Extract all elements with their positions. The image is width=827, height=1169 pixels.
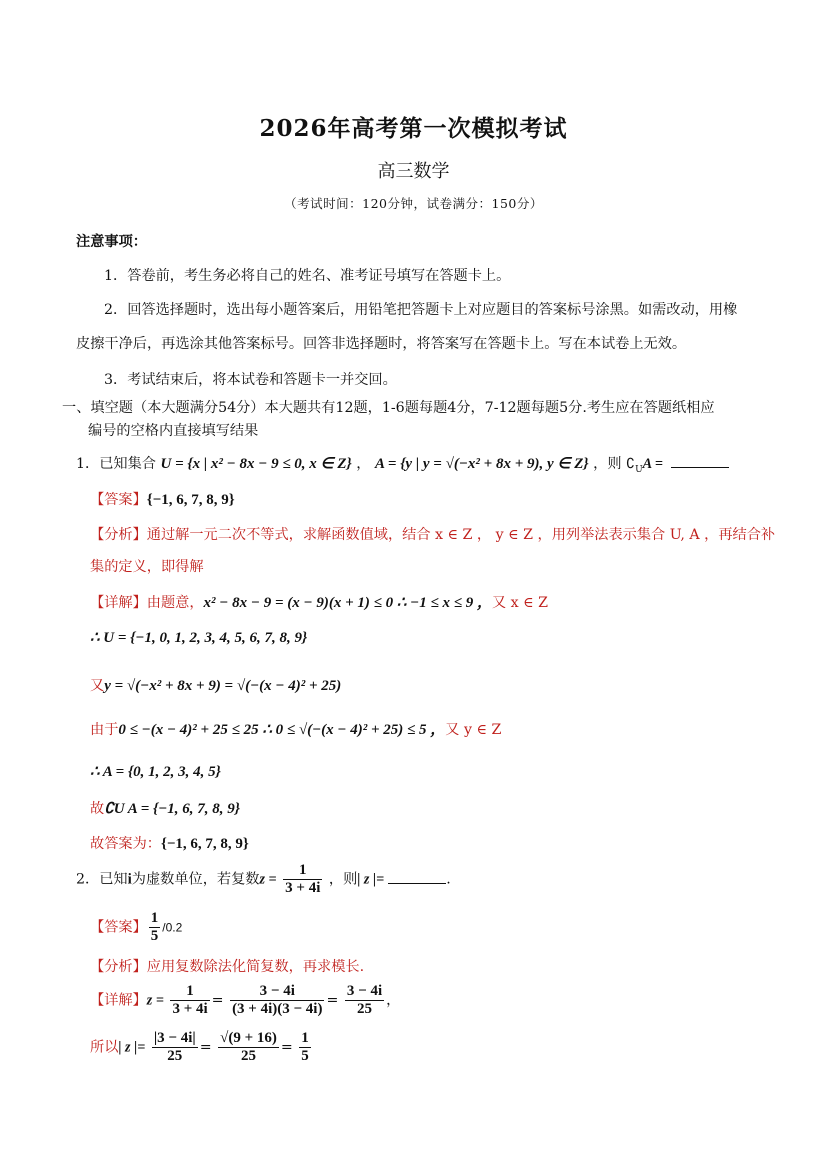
q1-detail-7-text: 故答案为： [90, 836, 161, 852]
q2-detail-2-frac-3: $\frac{1}{5}$ [301, 1030, 309, 1064]
q1-analysis-line-1 [90, 524, 775, 544]
q1-detail-line-5: ∴ A = {0, 1, 2, 3, 4, 5} [90, 764, 221, 780]
q2-suffix: ，则 [328, 871, 358, 888]
q1-detail-line-3 [90, 675, 341, 695]
q1-detail-7-math: {−1, 6, 7, 8, 9} [160, 836, 249, 852]
q2-detail-tail: ， [386, 992, 401, 1009]
q1-detail-tag: 【详解】 [90, 595, 147, 611]
q1-detail-3-math: y = √(−x² + 8x + 9) = √(−(x − 4)² + 25) [104, 678, 342, 694]
q2-analysis-line [90, 956, 364, 976]
q2-detail-2-prefix: 所以 [90, 1039, 119, 1056]
exam-meta: （考试时间：120分钟，试卷满分：150分） [284, 196, 543, 211]
notice-item-1: 1．答卷前，考生务必将自己的姓名、准考证号填写在答题卡上。 [104, 268, 511, 284]
q2-answer-fraction: $\frac{1}{5}$ [150, 910, 159, 944]
q1-detail-1-text: 由题意， [146, 595, 204, 611]
exam-subtitle: 高三数学 [377, 161, 450, 182]
q1-detail-1-math: x² − 8x − 9 = (x − 9)(x + 1) ≤ 0 ∴ −1 ≤ x ≤ 9 ， [203, 595, 492, 611]
section-heading-line-2: 编号的空格内直接填写结果 [88, 423, 259, 439]
q1-suffix: ，则 ∁ [593, 456, 636, 472]
q1-detail-3-text: 又 [90, 678, 105, 694]
question-1-stem: 1．已知集合 U = {x | x² − 8x − 9 ≤ 0, x ∈ Z} ， A = {y | y = √(−x² + 8x + 9), y ∈ Z} ，则 $∁_UA$ = [76, 453, 729, 475]
q1-analysis-line-2: 集的定义，即得解 [90, 559, 204, 575]
q1-set-u: U = {x | x² − 8x − 9 ≤ 0, x ∈ Z} [160, 456, 352, 472]
q2-detail-line-1: 【详解】z = $\frac{1}{3 + 4i}$ = $\frac{3 - 4i}{(3 + 4i)(3 - 4i)}$ = $\frac{3 - 4i}{25}$ ， [90, 983, 401, 1017]
q2-detail-2-frac-2: $\frac{√(9 + 16)}{25}$ [220, 1030, 277, 1064]
q2-abs: | z |= [357, 871, 385, 888]
notice-item-2-line-1: 2．回答选择题时，选出每小题答案后，用铅笔把答题卡上对应题目的答案标号涂黑。如需改动，用橡 [104, 302, 738, 318]
q1-answer: {−1, 6, 7, 8, 9} [146, 492, 235, 508]
q1-detail-6-math: ∁U A = {−1, 6, 7, 8, 9} [104, 801, 241, 817]
q2-detail-frac-2: $\frac{3 - 4i}{(3 + 4i)(3 - 4i)}$ [232, 983, 323, 1017]
q1-answer-blank [671, 455, 729, 468]
q1-detail-line-4 [90, 718, 501, 739]
q1-suffix-2: A = [642, 456, 663, 472]
section-heading-line-1: 一、填空题（本大题满分54分）本大题共有12题，1-6题每题4分，7-12题每题5分.考生应在答题纸相应 [62, 400, 715, 416]
q1-detail-line-1 [90, 591, 548, 612]
notice-item-2-line-2: 皮擦干净后，再选涂其他答案标号。回答非选择题时，将答案写在答题卡上。写在本试卷上无效。 [76, 336, 687, 352]
notice-heading: 注意事项： [76, 234, 147, 250]
q2-answer-alt: /0.2 [162, 920, 183, 935]
q2-prefix: 2．已知 [76, 871, 128, 888]
q1-detail-6-text: 故 [90, 801, 105, 817]
q1-detail-4-tail: 又 y ∈ Z [445, 722, 502, 738]
question-2-stem [76, 862, 451, 897]
q2-detail-frac-3: $\frac{3 - 4i}{25}$ [346, 983, 383, 1017]
q2-analysis-tag: 【分析】 [90, 959, 147, 975]
q2-end: . [446, 871, 451, 888]
q2-analysis-text: 应用复数除法化简复数，再求模长. [146, 959, 365, 975]
exam-title: 2026年高考第一次模拟考试 [259, 115, 568, 142]
q2-mid: 为虚数单位，若复数 [131, 871, 260, 888]
q1-detail-line-2: ∴ U = {−1, 0, 1, 2, 3, 4, 5, 6, 7, 8, 9} [90, 630, 308, 646]
q2-detail-2-abs: | z |= [118, 1039, 146, 1056]
q2-answer-tag: 【答案】 [90, 919, 147, 936]
q2-detail-tag: 【详解】 [90, 992, 147, 1009]
q2-i: i [127, 871, 132, 888]
q1-detail-line-6 [90, 798, 240, 818]
q2-detail-z: z = [146, 992, 164, 1009]
q1-detail-line-7 [90, 833, 249, 853]
q2-detail-line-2: 所以| z |= $\frac{|3 - 4i|}{25}$ = $\frac{√(9 + 16)}{25}$ = $\frac{1}{5}$ [90, 1030, 309, 1064]
q2-answer-line [90, 910, 182, 945]
q1-detail-4-text: 由于 [90, 722, 119, 738]
q1-analysis-tag: 【分析】 [90, 527, 147, 543]
q2-detail-frac-1: $\frac{1}{3 + 4i}$ [172, 983, 208, 1017]
q1-answer-line [90, 489, 235, 509]
notice-item-3: 3．考试结束后，将本试卷和答题卡一并交回。 [104, 372, 397, 388]
q1-detail-4-math: 0 ≤ −(x − 4)² + 25 ≤ 25 ∴ 0 ≤ √(−(x − 4)² + 25) ≤ 5 ， [118, 722, 446, 738]
q2-stem-fraction: $\frac{1}{3 + 4i}$ [285, 862, 321, 896]
q1-answer-tag: 【答案】 [90, 492, 147, 508]
q1-detail-1-tail: 又 x ∈ Z [491, 595, 549, 611]
q2-z: z = [259, 871, 277, 888]
q1-analysis-text-1: 通过解一元二次不等式，求解函数值域，结合 x ∈ Z ， y ∈ Z ，用列举法表示集合 U, A ，再结合补 [146, 527, 776, 543]
q1-comma: ， [356, 456, 371, 472]
q2-answer-blank [388, 871, 446, 884]
q2-detail-2-frac-1: $\frac{|3 - 4i|}{25}$ [153, 1030, 196, 1064]
q1-prefix: 1．已知集合 [76, 456, 156, 472]
q1-set-a: A = {y | y = √(−x² + 8x + 9), y ∈ Z} [374, 456, 589, 472]
